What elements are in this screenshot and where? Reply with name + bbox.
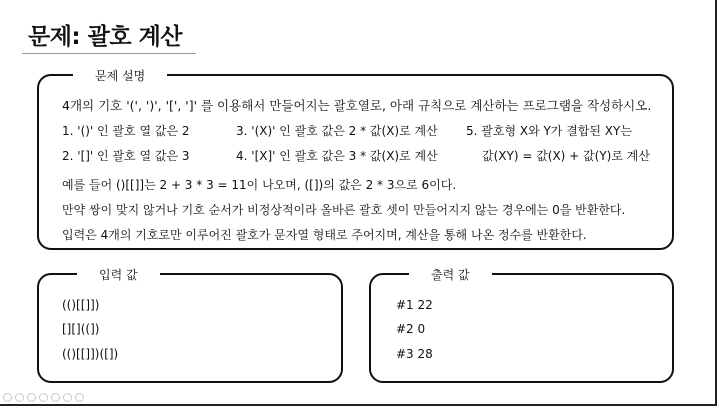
example-text: 예를 들어 ()[[]]는 2 + 3 * 3 = 11이 나오며, ([])의 값은 2 * 3으로 6이다. xyxy=(62,178,457,192)
prev-slide-icon[interactable] xyxy=(3,393,12,402)
page-title: 문제: 괄호 계산 xyxy=(28,24,183,50)
slides-icon[interactable] xyxy=(39,393,48,402)
next-slide-icon[interactable] xyxy=(15,393,24,402)
rule-5-line1: 5. 괄호형 X와 Y가 결합된 XY는 xyxy=(466,124,632,138)
camera-icon[interactable] xyxy=(63,393,72,402)
input-label: 입력 값 xyxy=(77,266,160,283)
zoom-icon[interactable] xyxy=(51,393,60,402)
rule-5-line2: 값(XY) = 값(X) + 값(Y)로 계산 xyxy=(482,149,650,163)
rule-3: 3. '(X)' 인 괄호 값은 2 * 값(X)로 계산 xyxy=(236,124,438,138)
input-line-3: (()[[]])([]) xyxy=(62,347,119,361)
input-line-1: (()[[]]) xyxy=(62,298,100,312)
input-line-2: [][]((]) xyxy=(62,322,100,336)
description-label: 문제 설명 xyxy=(73,67,167,84)
output-label: 출력 값 xyxy=(409,266,492,283)
pen-icon[interactable] xyxy=(27,393,36,402)
io-rule-text: 입력은 4개의 기호로만 이루어진 괄호가 문자열 형태로 주어지며, 계산을 통해 나온 정수를 반환한다. xyxy=(62,228,587,242)
rule-4: 4. '[X]' 인 괄호 값은 3 * 값(X)로 계산 xyxy=(236,149,438,163)
more-options-icon[interactable] xyxy=(75,393,84,402)
slideshow-controls xyxy=(3,393,84,402)
invalid-rule-text: 만약 쌍이 맞지 않거나 기호 순서가 비정상적이라 올바른 괄호 셋이 만들어지지 않는 경우에는 0을 반환한다. xyxy=(62,203,626,217)
output-line-1: #1 22 xyxy=(396,298,433,312)
description-intro: 4개의 기호 '(', ')', '[', ']' 를 이용해서 만들어지는 괄호열로, 아래 규칙으로 계산하는 프로그램을 작성하시오. xyxy=(62,98,652,113)
output-line-3: #3 28 xyxy=(396,347,433,361)
title-underline xyxy=(22,53,196,54)
rule-2: 2. '[]' 인 괄호 열 값은 3 xyxy=(62,149,190,163)
output-line-2: #2 0 xyxy=(396,322,426,336)
rule-1: 1. '()' 인 괄호 열 값은 2 xyxy=(62,124,190,138)
